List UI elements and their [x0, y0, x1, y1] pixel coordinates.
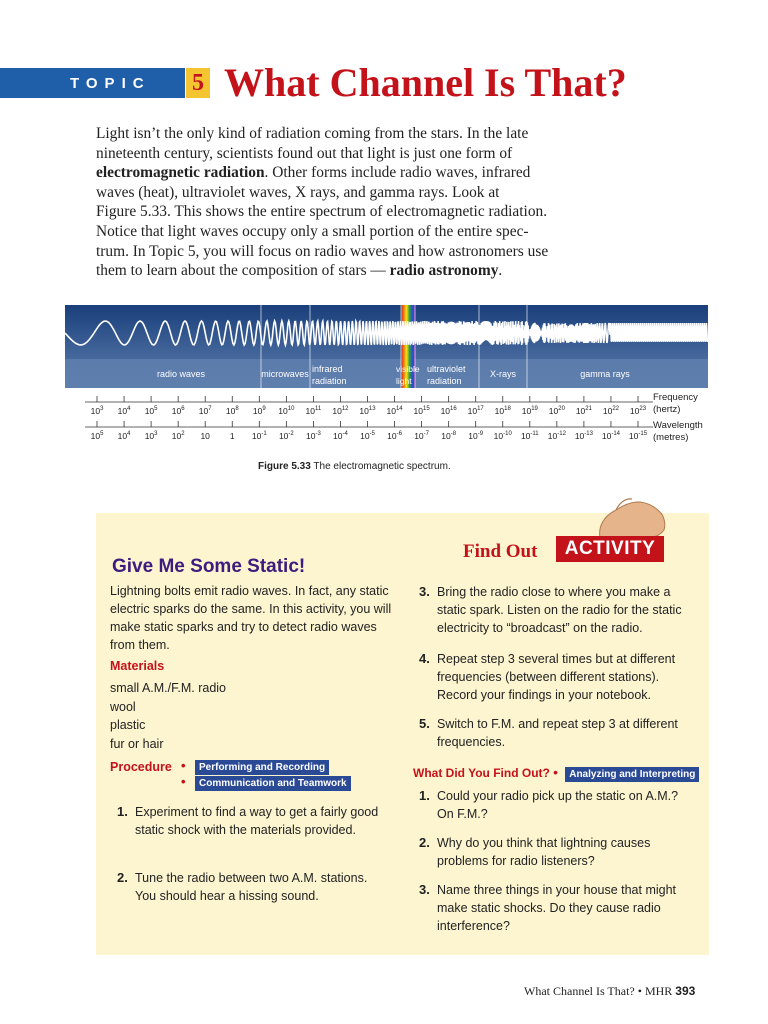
step-number: 3. — [419, 584, 430, 599]
intro-line: Figure 5.33. This shows the entire spectrum of electromagnetic radiation. — [96, 203, 548, 221]
intro-line: waves (heat), ultraviolet waves, X rays, and gamma rays. Look at — [96, 183, 500, 201]
wavelength-tick-label: $10^4$ — [117, 431, 131, 441]
wavelength-tick-label: $10^{-11}$ — [520, 431, 539, 441]
page-number: 393 — [675, 984, 696, 998]
frequency-tick-label: $10^6$ — [171, 406, 185, 416]
wavelength-tick-label: 1 — [229, 431, 235, 441]
skill-tag-analyzing: Analyzing and Interpreting — [565, 767, 699, 782]
question-item — [419, 881, 682, 935]
frequency-tick-label: $10^{17}$ — [467, 406, 484, 416]
material-item: wool — [110, 699, 136, 714]
region-label-microwaves: microwaves — [261, 369, 309, 379]
procedure-step — [117, 869, 380, 905]
procedure-step — [117, 803, 380, 839]
skill-tag-performing: Performing and Recording — [195, 760, 329, 775]
step-text: Tune the radio between two A.M. stations. You should hear a hissing sound. — [135, 871, 368, 903]
wavelength-tick-label: $10^{-15}$ — [628, 431, 648, 441]
step-text: Repeat step 3 several times but at different frequencies (between different stations). Record your findings in your notebook. — [437, 652, 676, 702]
step-number: 2. — [117, 870, 128, 885]
topic-label: TOPIC — [70, 75, 151, 92]
bullet-icon: • — [553, 765, 558, 780]
frequency-tick-label: $10^9$ — [252, 406, 266, 416]
wavelength-tick-label: $10^{-8}$ — [441, 431, 457, 441]
skill-tag-communication: Communication and Teamwork — [195, 776, 351, 791]
figure-caption — [258, 461, 451, 472]
intro-term-bold: electromagnetic radiation — [96, 164, 265, 182]
frequency-tick-label: $10^{16}$ — [440, 406, 457, 416]
wavelength-tick-label: $10^{-7}$ — [414, 431, 430, 441]
intro-line: . Other forms include radio waves, infrared — [264, 164, 531, 182]
wavelength-tick-label: $10^{-3}$ — [305, 431, 321, 441]
intro-line: Notice that light waves occupy only a small portion of the entire spec- — [96, 222, 529, 240]
frequency-tick-label: $10^{12}$ — [332, 406, 349, 416]
region-label-visible-text-line2: light — [396, 376, 412, 386]
region-label-visible-text: visible — [396, 364, 420, 374]
region-label-radio-waves: radio waves — [156, 369, 206, 379]
frequency-tick-label: $10^{21}$ — [575, 406, 592, 416]
procedure-step — [419, 650, 682, 704]
frequency-tick-label: $10^7$ — [198, 406, 212, 416]
question-text: Why do you think that lightning causes problems for radio listeners? — [437, 836, 651, 868]
wavelength-tick-label: $10^{-13}$ — [574, 431, 593, 441]
step-text: Experiment to find a way to get a fairly good static shock with the materials provided. — [135, 805, 379, 837]
electromagnetic-spectrum-figure — [65, 305, 708, 447]
wavelength-tick-label: $10^{-5}$ — [360, 431, 375, 441]
frequency-axis-label: Frequency — [653, 392, 698, 403]
wavelength-tick-label: $10^{-4}$ — [333, 431, 348, 441]
question-number: 3. — [419, 882, 430, 897]
frequency-tick-label: $10^8$ — [225, 406, 239, 416]
material-item: small A.M./F.M. radio — [110, 681, 226, 695]
question-text: Could your radio pick up the static on A.M.? On F.M.? — [437, 789, 679, 821]
region-label-ultraviolet-text: ultraviolet — [427, 364, 466, 374]
intro-line: . — [498, 262, 503, 280]
wavelength-tick-label: $10^{-12}$ — [547, 431, 566, 441]
question-number: 1. — [419, 788, 430, 803]
intro-paragraph — [96, 124, 656, 281]
wavelength-axis-label: Wavelength — [653, 420, 703, 431]
wavelength-tick-label: 10 — [200, 431, 210, 441]
step-text: Switch to F.M. and repeat step 3 at different frequencies. — [437, 717, 678, 749]
frequency-tick-label: $10^{18}$ — [494, 406, 511, 416]
frequency-tick-label: $10^4$ — [117, 406, 131, 416]
topic-number: 5 — [186, 68, 210, 98]
frequency-axis-unit: (hertz) — [653, 404, 681, 415]
activity-badge: ACTIVITY — [556, 536, 664, 562]
question-number: 2. — [419, 835, 430, 850]
step-number: 5. — [419, 716, 430, 731]
question-text: Name three things in your house that might make static shocks. Do they cause radio interference? — [437, 883, 677, 933]
frequency-tick-label: $10^5$ — [144, 406, 158, 416]
question-item — [419, 787, 682, 823]
figure-number: Figure 5.33 — [258, 461, 311, 472]
procedure-step — [419, 583, 682, 637]
step-text: Bring the radio close to where you make a static spark. Listen on the radio for the static electricity to “broadcast” on the radio. — [437, 585, 682, 635]
frequency-tick-label: $10^{19}$ — [521, 406, 538, 416]
wavelength-axis-unit: (metres) — [653, 432, 689, 443]
page-title: What Channel Is That? — [224, 60, 627, 105]
activity-title: Give Me Some Static! — [112, 556, 306, 577]
procedure-step — [419, 715, 682, 751]
find-out-heading — [413, 765, 699, 782]
skill-row — [181, 758, 329, 775]
materials-list — [110, 679, 310, 753]
wavelength-tick-label: $10^{-9}$ — [468, 431, 484, 441]
region-label-infrared-text-line2: radiation — [312, 376, 347, 386]
figure-caption-text: The electromagnetic spectrum. — [310, 461, 451, 472]
region-label-x-rays: X-rays — [489, 369, 517, 379]
bullet-icon: • — [181, 758, 186, 773]
intro-line: them to learn about the composition of stars — — [96, 262, 390, 280]
footer-text: What Channel Is That? • MHR — [524, 984, 673, 998]
bullet-icon: • — [181, 774, 186, 789]
frequency-tick-label: $10^{23}$ — [629, 406, 647, 416]
materials-heading: Materials — [110, 659, 165, 673]
step-number: 4. — [419, 651, 430, 666]
frequency-tick-label: $10^{13}$ — [359, 406, 376, 416]
frequency-tick-label: $10^{10}$ — [278, 406, 295, 416]
frequency-tick-label: $10^{20}$ — [548, 406, 565, 416]
wavelength-tick-label: $10^3$ — [144, 431, 158, 441]
wavelength-tick-label: $10^5$ — [90, 431, 104, 441]
frequency-tick-label: $10^{22}$ — [602, 406, 620, 416]
procedure-heading: Procedure — [110, 760, 172, 774]
region-label-infrared-text: infrared — [312, 364, 343, 374]
wavelength-tick-label: $10^{-1}$ — [251, 431, 267, 441]
find-out-heading-text: What Did You Find Out? — [413, 766, 550, 780]
frequency-tick-label: $10^{15}$ — [413, 406, 430, 416]
activity-intro: Lightning bolts emit radio waves. In fact, any static electric sparks do the same. In this activity, you will make static sparks and try to detect radio waves from them. — [110, 584, 392, 652]
wavelength-tick-label: $10^{-14}$ — [601, 431, 621, 441]
wavelength-tick-label: $10^2$ — [171, 431, 185, 441]
frequency-tick-label: $10^{11}$ — [305, 406, 322, 416]
step-number: 1. — [117, 804, 128, 819]
material-item: plastic — [110, 718, 146, 732]
skill-row — [181, 774, 351, 791]
wavelength-tick-label: $10^{-6}$ — [387, 431, 402, 441]
question-item — [419, 834, 682, 870]
hand-holding-badge-icon — [560, 496, 670, 538]
frequency-tick-label: $10^{14}$ — [386, 406, 403, 416]
region-label-gamma-rays: gamma rays — [580, 369, 630, 379]
material-item: fur or hair — [110, 736, 164, 751]
intro-line: Light isn’t the only kind of radiation coming from the stars. In the late — [96, 125, 529, 142]
intro-line: nineteenth century, scientists found out that light is just one form of — [96, 144, 513, 162]
region-label-ultraviolet-text-line2: radiation — [427, 376, 462, 386]
page-footer — [524, 984, 695, 999]
wavelength-tick-label: $10^{-10}$ — [493, 431, 512, 441]
frequency-tick-label: $10^3$ — [90, 406, 104, 416]
wavelength-tick-label: $10^{-2}$ — [278, 431, 294, 441]
find-out-label: Find Out — [463, 541, 538, 562]
intro-line: trum. In Topic 5, you will focus on radio waves and how astronomers use — [96, 242, 549, 260]
intro-term-bold: radio astronomy — [389, 262, 499, 280]
